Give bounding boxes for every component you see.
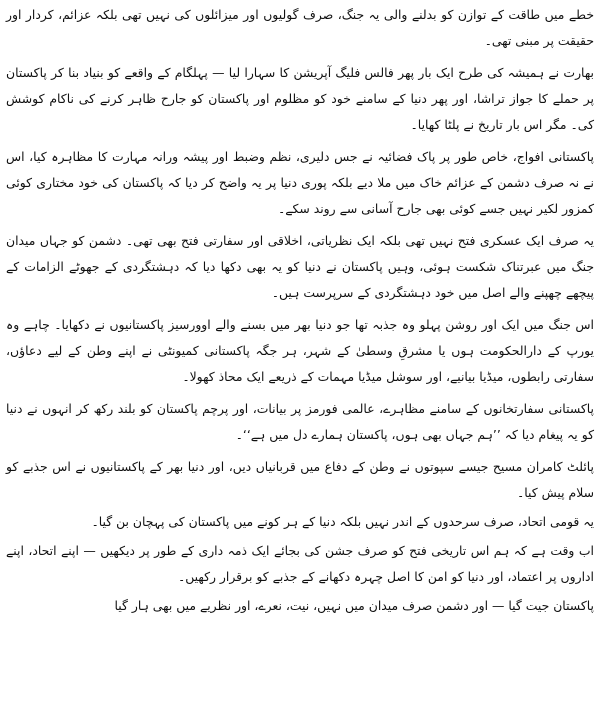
- article-body: [6, 2, 594, 619]
- paragraph-national-unity: یہ قومی اتحاد، صرف سرحدوں کے اندر نہیں بلکہ دنیا کے ہر کونے میں پاکستان کی پہچان بن گیا۔: [91, 514, 594, 529]
- paragraph-armed-forces: پاکستانی افواج، خاص طور پر پاک فضائیہ نے جس دلیری، نظم وضبط اور پیشہ ورانہ مہارت کا مظاہرہ کیا، اس نے نہ صرف دشمن کے عزائم خاک میں ملا دیے بلکہ پوری دنیا پر یہ واضح کر دیا کہ پاکستان کی خود مختاری کوئی کمزور لکیر نہیں جسے کوئی بھی جارح آسانی سے روند سکے۔: [6, 149, 594, 216]
- paragraph-false-flag: بھارت نے ہمیشہ کی طرح ایک بار پھر فالس فلیگ آپریشن کا سہارا لیا — پہلگام کے واقعے کو بنیاد بنا کر پاکستان پر حملے کا جواز تراشا، اور پھر دنیا کے سامنے خود کو مظلوم اور پاکستان کو جارح ظاہر کرنے کی ناکام کوشش کی۔ مگر اس بار تاریخ نے پلٹا کھایا۔: [6, 65, 594, 132]
- paragraph-responsibility: اب وقت ہے کہ ہم اس تاریخی فتح کو صرف جشن کی بجائے ایک ذمہ داری کے طور پر دیکھیں — اپنے اتحاد، اپنے اداروں پر اعتماد، اور دنیا کو امن کا اصل چہرہ دکھانے کے جذبے کو برقرار رکھیں۔: [6, 543, 594, 584]
- paragraph-overseas-pakistanis: اس جنگ میں ایک اور روشن پہلو وہ جذبہ تھا جو دنیا بھر میں بسنے والے اوورسیز پاکستانیوں نے دکھایا۔ چاہے وہ یورپ کے دارالحکومت ہوں یا مشرقِ وسطیٰ کے شہر، ہر جگہ پاکستانی کمیونٹی نے اپنے وطن کے لیے دعاؤں، سفارتی رابطوں، میڈیا بیانیے، اور سوشل میڈیا مہمات کے ذریعے ایک محاذ کھولا۔: [6, 317, 594, 384]
- paragraph-war-balance: خطے میں طاقت کے توازن کو بدلنے والی یہ جنگ، صرف گولیوں اور میزائلوں کی نہیں تھی بلکہ عزائم، کردار اور حقیقت پر مبنی تھی۔: [6, 7, 594, 48]
- paragraph-ideological-victory: یہ صرف ایک عسکری فتح نہیں تھی بلکہ ایک نظریاتی، اخلاقی اور سفارتی فتح بھی تھی۔ دشمن کو جہاں میدان جنگ میں عبرتناک شکست ہوئی، وہیں پاکستان نے دنیا کو یہ بھی دکھا دیا کہ دہشتگردی کے جھوٹے الزامات کے پیچھے چھپنے والے اصل میں خود دہشتگردی کے سرپرست ہیں۔: [6, 233, 594, 300]
- paragraph-conclusion: پاکستان جیت گیا — اور دشمن صرف میدان میں نہیں، نیت، نعرے، اور نظریے میں بھی ہار گیا: [114, 598, 594, 613]
- paragraph-pilot-sacrifice: پائلٹ کامران مسیح جیسے سپوتوں نے وطن کے دفاع میں قربانیاں دیں، اور دنیا بھر کے پاکستانیوں نے اس جذبے کو سلام پیش کیا۔: [6, 459, 594, 500]
- paragraph-embassy-protests: پاکستانی سفارتخانوں کے سامنے مظاہرے، عالمی فورمز پر بیانات، اور پرچم پاکستان کو بلند رکھ کر انہوں نے دنیا کو یہ پیغام دیا کہ ’’ہم جہاں بھی ہوں، پاکستان ہمارے دل میں ہے‘‘۔: [6, 401, 594, 442]
